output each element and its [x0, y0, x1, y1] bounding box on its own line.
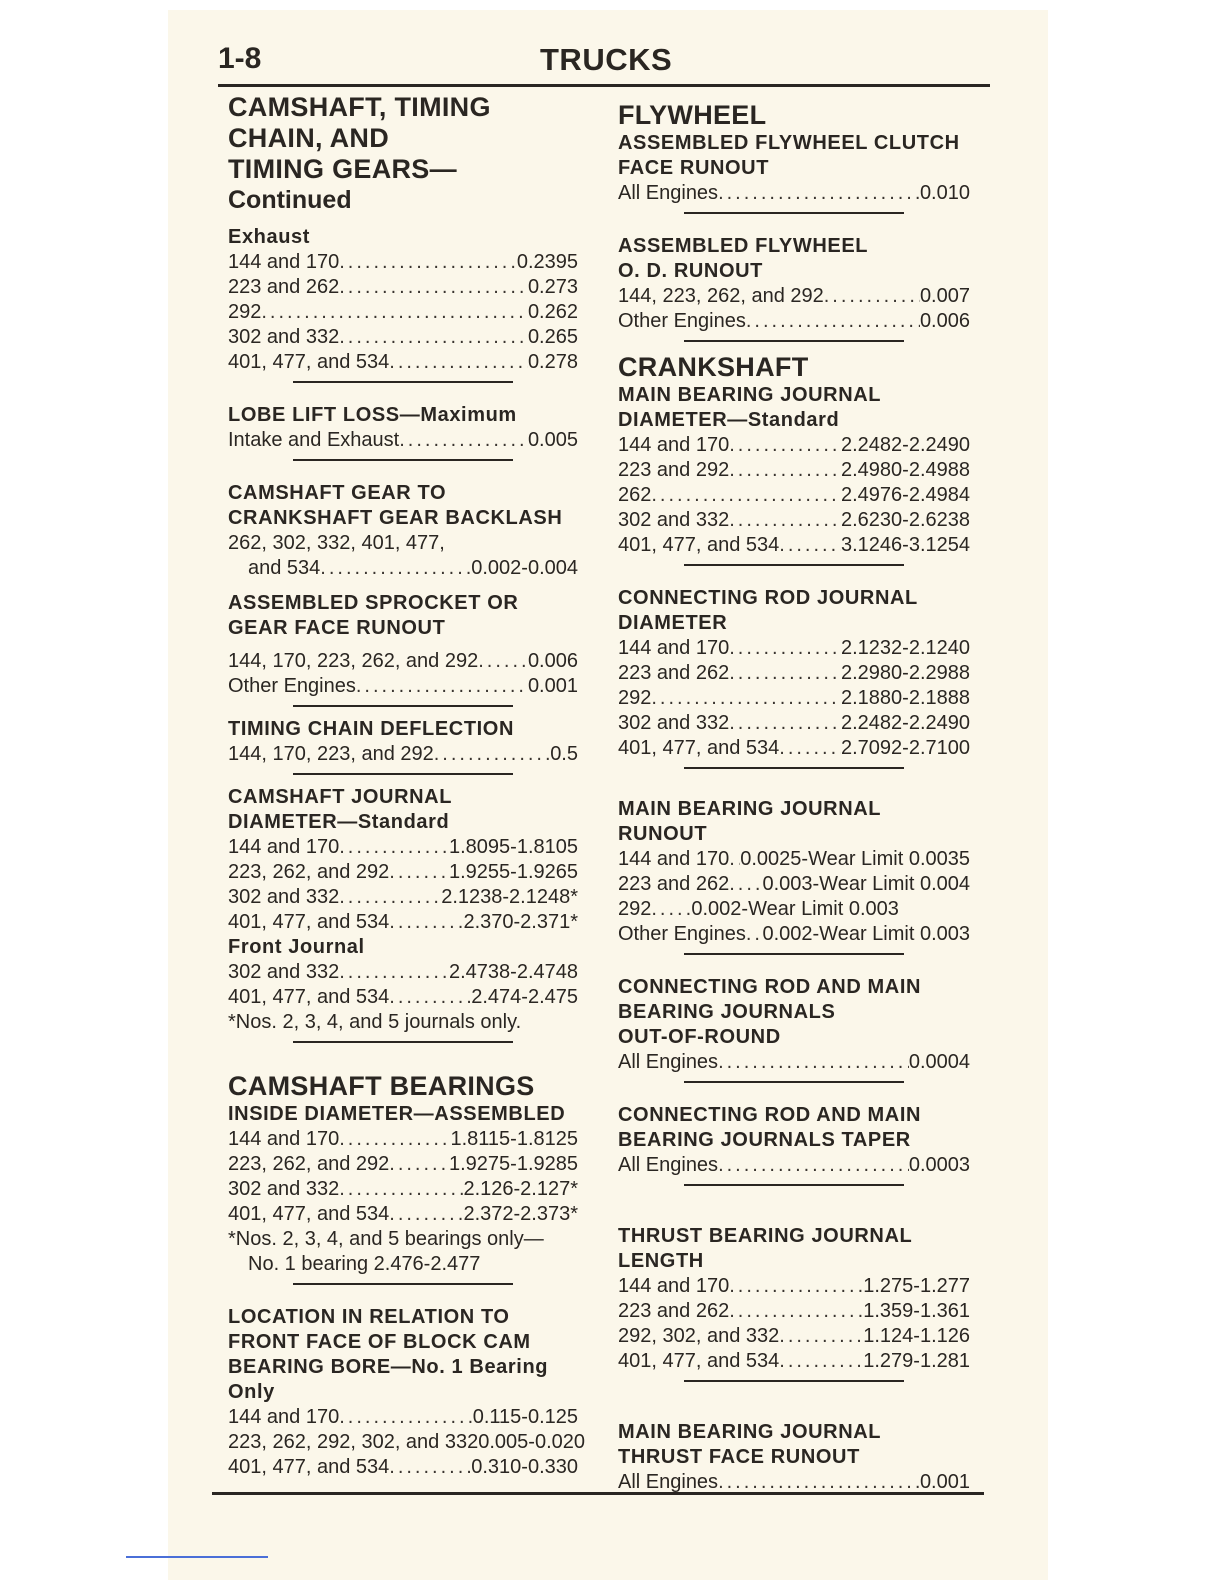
spec-label: 401, 477, and 534: [228, 351, 390, 373]
spec-label: 302 and 332: [228, 1178, 340, 1200]
spec-value: 0.262: [527, 301, 578, 323]
spec-row: [618, 847, 970, 872]
spec-value: 0.003-Wear Limit 0.004: [762, 873, 970, 895]
spec-row: [228, 1455, 578, 1480]
thrust-spec-list: [618, 1274, 970, 1374]
spec-row: [228, 300, 578, 325]
spec-row: [618, 736, 970, 761]
leader-dots: [729, 661, 841, 686]
divider: [293, 1041, 513, 1043]
divider: [293, 459, 513, 461]
spec-row: [228, 556, 578, 581]
leader-dots: [729, 636, 841, 661]
spec-label: 144 and 170: [618, 848, 730, 870]
spec-row: [228, 1202, 578, 1227]
spec-label: 223 and 262: [618, 662, 730, 684]
spec-label: 223 and 262: [228, 276, 340, 298]
location-spec-list: [228, 1405, 585, 1480]
main-journal-spec-list: [618, 433, 970, 558]
divider: [293, 705, 513, 707]
spec-value: 0.5: [550, 743, 578, 765]
spec-value: 0.006: [919, 310, 970, 332]
spec-value: 2.372-2.373*: [463, 1203, 578, 1225]
spec-heading: CAMSHAFT JOURNAL: [228, 786, 453, 808]
spec-label: 144, 223, 262, and 292: [618, 285, 824, 307]
leader-dots: [824, 284, 920, 309]
spec-value: 0.007: [919, 285, 970, 307]
spec-label: 144 and 170: [618, 434, 730, 456]
spec-row: [228, 910, 578, 935]
leader-dots: [389, 910, 463, 935]
spec-value: 0.002-Wear Limit 0.003: [762, 923, 970, 945]
spec-heading: CONNECTING ROD AND MAIN: [618, 976, 922, 998]
spec-value: 0.273: [527, 276, 578, 298]
spec-row: [228, 1152, 578, 1177]
runout-spec-list: [618, 847, 970, 947]
divider: [684, 1081, 904, 1083]
spec-row: [618, 636, 970, 661]
leader-dots: [339, 275, 528, 300]
spec-row: [228, 1430, 585, 1455]
spec-value: 2.4738-2.4748: [448, 961, 578, 983]
spec-label: and 534: [248, 557, 321, 579]
spec-heading: MAIN BEARING JOURNAL: [618, 1421, 882, 1443]
section-title-line: TIMING GEARS—: [228, 154, 457, 184]
spec-heading: MAIN BEARING JOURNAL: [618, 384, 882, 406]
spec-heading: LENGTH: [618, 1250, 704, 1272]
spec-label: All Engines: [618, 1471, 719, 1493]
divider: [684, 564, 904, 566]
spec-label: Other Engines: [618, 923, 746, 945]
divider: [684, 340, 904, 342]
spec-value: 0.002-Wear Limit 0.003: [691, 898, 899, 920]
leader-dots: [356, 674, 528, 699]
lobe-spec-list: [228, 428, 578, 453]
footer-link-line: [126, 1556, 268, 1558]
spec-label: 292: [618, 898, 652, 920]
spec-value: 2.4980-2.4988: [840, 459, 970, 481]
spec-row: [228, 350, 578, 375]
gear-spec-list: [228, 556, 578, 581]
spec-row: [618, 458, 970, 483]
spec-row: [228, 860, 578, 885]
spec-value: 0.265: [527, 326, 578, 348]
spec-row: [618, 309, 970, 334]
leader-dots: [339, 960, 449, 985]
spec-label: 144, 170, 223, 262, and 292: [228, 650, 479, 672]
spec-value: 2.474-2.475: [471, 986, 578, 1008]
spec-row: [228, 428, 578, 453]
spec-label: Other Engines: [618, 310, 746, 332]
spec-label: 223, 262, and 292: [228, 861, 390, 883]
leader-dots: [779, 1324, 863, 1349]
spec-row: [228, 1177, 578, 1202]
leader-dots: [339, 835, 449, 860]
leader-dots: [339, 1405, 472, 1430]
spec-value: 0.2395: [516, 251, 578, 273]
spec-row: [618, 181, 970, 206]
leader-dots: [389, 860, 449, 885]
spec-label: 302 and 332: [228, 326, 340, 348]
left-column: [228, 92, 585, 1480]
spec-heading: DIAMETER—Standard: [228, 811, 450, 833]
spec-text: 262, 302, 332, 401, 477,: [228, 532, 445, 554]
spec-row: [228, 1405, 578, 1430]
spec-row: [618, 1324, 970, 1349]
spec-value: 0.001: [919, 1471, 970, 1493]
leader-dots: [339, 1127, 450, 1152]
page-number: 1-8: [218, 42, 262, 75]
spec-heading: ASSEMBLED FLYWHEEL: [618, 235, 869, 257]
leader-dots: [779, 736, 841, 761]
spec-row: [618, 483, 970, 508]
spec-value: 2.4976-2.4984: [840, 484, 970, 506]
spec-label: 144 and 170: [618, 1275, 730, 1297]
spec-label: 401, 477, and 534: [618, 1350, 780, 1372]
spec-value: 0.278: [527, 351, 578, 373]
spec-label: 144 and 170: [618, 637, 730, 659]
spec-heading: BEARING JOURNALS: [618, 1001, 836, 1023]
spec-label: 223 and 262: [618, 1300, 730, 1322]
divider: [293, 773, 513, 775]
spec-heading: THRUST BEARING JOURNAL: [618, 1225, 913, 1247]
leader-dots: [729, 872, 762, 897]
spec-label: 223 and 292: [618, 459, 730, 481]
taper-spec-list: [618, 1153, 970, 1178]
spec-label: 302 and 332: [618, 712, 730, 734]
spec-value: 0.310-0.330: [471, 1456, 578, 1478]
spec-label: All Engines: [618, 1154, 719, 1176]
spec-value: 0.115-0.125: [472, 1406, 578, 1428]
spec-heading: DIAMETER: [618, 612, 728, 634]
spec-label: 401, 477, and 534: [618, 534, 780, 556]
spec-value: 2.126-2.127*: [463, 1178, 578, 1200]
spec-row: [228, 649, 578, 674]
spec-value: 2.2980-2.2988: [840, 662, 970, 684]
spec-row: [228, 250, 578, 275]
spec-label: 302 and 332: [228, 886, 340, 908]
spec-label: 401, 477, and 534: [618, 737, 780, 759]
leader-dots: [651, 897, 691, 922]
leader-dots: [729, 458, 841, 483]
spec-row: [228, 885, 578, 910]
spec-heading: BEARING BORE—No. 1 Bearing: [228, 1356, 549, 1378]
spec-heading: MAIN BEARING JOURNAL: [618, 798, 882, 820]
leader-dots: [718, 1153, 909, 1178]
spec-label: 302 and 332: [618, 509, 730, 531]
spec-label: 144, 170, 223, and 292: [228, 743, 434, 765]
spec-heading: O. D. RUNOUT: [618, 260, 763, 282]
leader-dots: [339, 325, 528, 350]
leader-dots: [718, 1050, 909, 1075]
spec-row: [228, 960, 578, 985]
rod-journal-spec-list: [618, 636, 970, 761]
leader-dots: [779, 533, 841, 558]
divider: [684, 1380, 904, 1382]
spec-label: 223 and 262: [618, 873, 730, 895]
spec-heading: RUNOUT: [618, 823, 708, 845]
leader-dots: [718, 181, 920, 206]
spec-label: 401, 477, and 534: [228, 911, 390, 933]
spec-row: [618, 897, 970, 922]
spec-row: [228, 275, 578, 300]
spec-label: 144 and 170: [228, 1128, 340, 1150]
spec-label: 292: [618, 687, 652, 709]
spec-value: 0.0003: [908, 1154, 970, 1176]
spec-value: 1.9255-1.9265: [448, 861, 578, 883]
section-title-line: CHAIN, AND: [228, 123, 389, 153]
leader-dots: [339, 885, 441, 910]
spec-row: [618, 533, 970, 558]
spec-heading: ASSEMBLED SPROCKET OR: [228, 592, 519, 614]
spec-heading: Only: [228, 1381, 275, 1403]
spec-heading: CONNECTING ROD JOURNAL: [618, 587, 918, 609]
leader-dots: [478, 649, 528, 674]
spec-label: Intake and Exhaust: [228, 429, 400, 451]
spec-heading: CRANKSHAFT GEAR BACKLASH: [228, 507, 563, 529]
spec-label: All Engines: [618, 182, 719, 204]
spec-value: 0.0004: [908, 1051, 970, 1073]
spec-value: 2.370-2.371*: [463, 911, 578, 933]
spec-row: [618, 922, 970, 947]
bearings-spec-list: [228, 1127, 578, 1227]
leader-dots: [651, 686, 841, 711]
spec-label: 223, 262, and 292: [228, 1153, 390, 1175]
spec-heading: FRONT FACE OF BLOCK CAM: [228, 1331, 531, 1353]
leader-dots: [729, 711, 841, 736]
spec-label: Other Engines: [228, 675, 356, 697]
spec-value: 0.005: [527, 429, 578, 451]
spec-value: 0.001: [527, 675, 578, 697]
spec-heading: TIMING CHAIN DEFLECTION: [228, 718, 515, 740]
page-title: TRUCKS: [540, 42, 673, 77]
spec-label: All Engines: [618, 1051, 719, 1073]
spec-row: [228, 1127, 578, 1152]
spec-label: 144 and 170: [228, 836, 340, 858]
leader-dots: [389, 350, 528, 375]
journal-spec-list: [228, 835, 578, 935]
leader-dots: [729, 433, 841, 458]
leader-dots: [389, 985, 471, 1010]
spec-row: [618, 686, 970, 711]
spec-value: 2.2482-2.2490: [840, 434, 970, 456]
front-journal-label: Front Journal: [228, 936, 365, 958]
spec-value: 1.8115-1.8125: [450, 1128, 578, 1150]
leader-dots: [339, 1177, 463, 1202]
exhaust-label: Exhaust: [228, 226, 311, 248]
spec-row: [228, 985, 578, 1010]
spec-row: [618, 1050, 970, 1075]
section-title-line: CAMSHAFT, TIMING: [228, 92, 491, 122]
spec-label: 302 and 332: [228, 961, 340, 983]
spec-row: [618, 1274, 970, 1299]
sprocket-spec-list: [228, 649, 578, 699]
footnote: *Nos. 2, 3, 4, and 5 bearings only—: [228, 1228, 544, 1250]
spec-value: 1.279-1.281: [863, 1350, 970, 1372]
footnote: *Nos. 2, 3, 4, and 5 journals only.: [228, 1011, 522, 1033]
clutch-spec-list: [618, 181, 970, 206]
leader-dots: [779, 1349, 863, 1374]
spec-value: 1.9275-1.9285: [448, 1153, 578, 1175]
leader-dots: [389, 1202, 463, 1227]
spec-row: [228, 835, 578, 860]
spec-label: 292, 302, and 332: [618, 1325, 780, 1347]
divider: [293, 1283, 513, 1285]
right-column: [618, 100, 970, 1495]
leader-dots: [434, 742, 550, 767]
spec-value: 0.006: [527, 650, 578, 672]
spec-label: 144 and 170: [228, 251, 340, 273]
leader-dots: [389, 1152, 449, 1177]
section-title: CAMSHAFT BEARINGS: [228, 1071, 535, 1101]
spec-value: 1.359-1.361: [863, 1300, 970, 1322]
spec-value: 0.0025-Wear Limit 0.0035: [740, 848, 970, 870]
spec-heading: CONNECTING ROD AND MAIN: [618, 1104, 922, 1126]
spec-value: 0.005-0.020: [478, 1431, 585, 1453]
bottom-rule: [212, 1492, 984, 1495]
spec-row: [618, 508, 970, 533]
leader-dots: [746, 309, 920, 334]
spec-value: 1.8095-1.8105: [448, 836, 578, 858]
spec-label: 223, 262, 292, 302, and 332: [228, 1431, 479, 1453]
spec-heading: ASSEMBLED FLYWHEEL CLUTCH: [618, 132, 960, 154]
chain-spec-list: [228, 742, 578, 767]
divider: [684, 1184, 904, 1186]
spec-label: 401, 477, and 534: [228, 1456, 390, 1478]
section-title: FLYWHEEL: [618, 100, 767, 130]
leader-dots: [389, 1455, 471, 1480]
spec-heading: INSIDE DIAMETER—ASSEMBLED: [228, 1103, 566, 1125]
divider: [684, 767, 904, 769]
spec-value: 2.1880-2.1888: [840, 687, 970, 709]
spec-heading: LOCATION IN RELATION TO: [228, 1306, 510, 1328]
divider: [293, 381, 513, 383]
spec-label: 144 and 170: [228, 1406, 340, 1428]
leader-dots: [729, 1274, 863, 1299]
leader-dots: [729, 1299, 863, 1324]
spec-row: [618, 433, 970, 458]
spec-value: 1.275-1.277: [863, 1275, 970, 1297]
spec-label: 292: [228, 301, 262, 323]
spec-heading: LOBE LIFT LOSS—Maximum: [228, 404, 517, 426]
exhaust-spec-list: [228, 250, 578, 375]
spec-row: [618, 1299, 970, 1324]
spec-heading: GEAR FACE RUNOUT: [228, 617, 446, 639]
front-journal-spec-list: [228, 960, 578, 1010]
spec-row: [618, 1153, 970, 1178]
oor-spec-list: [618, 1050, 970, 1075]
spec-value: 2.1232-2.1240: [840, 637, 970, 659]
divider: [684, 953, 904, 955]
spec-value: 2.2482-2.2490: [840, 712, 970, 734]
leader-dots: [729, 847, 740, 872]
leader-dots: [320, 556, 471, 581]
leader-dots: [651, 483, 841, 508]
spec-label: 401, 477, and 534: [228, 1203, 390, 1225]
spec-label: 262: [618, 484, 652, 506]
leader-dots: [339, 250, 517, 275]
spec-value: 0.010: [919, 182, 970, 204]
spec-row: [618, 661, 970, 686]
page-header: [218, 42, 990, 87]
spec-label: 401, 477, and 534: [228, 986, 390, 1008]
leader-dots: [746, 922, 763, 947]
spec-value: 2.6230-2.6238: [840, 509, 970, 531]
spec-value: 2.7092-2.7100: [840, 737, 970, 759]
section-title: CRANKSHAFT: [618, 352, 809, 382]
footnote: No. 1 bearing 2.476-2.477: [248, 1253, 481, 1275]
leader-dots: [261, 300, 528, 325]
spec-heading: FACE RUNOUT: [618, 157, 770, 179]
spec-row: [228, 674, 578, 699]
spec-row: [618, 284, 970, 309]
leader-dots: [729, 508, 841, 533]
leader-dots: [399, 428, 528, 453]
spec-row: [618, 711, 970, 736]
continued-label: Continued: [228, 186, 352, 214]
spec-value: 2.1238-2.1248*: [441, 886, 578, 908]
spec-heading: BEARING JOURNALS TAPER: [618, 1129, 911, 1151]
divider: [684, 212, 904, 214]
spec-row: [618, 1349, 970, 1374]
spec-value: 3.1246-3.1254: [840, 534, 970, 556]
od-spec-list: [618, 284, 970, 334]
spec-row: [618, 872, 970, 897]
spec-heading: DIAMETER—Standard: [618, 409, 840, 431]
spec-value: 1.124-1.126: [863, 1325, 970, 1347]
spec-heading: THRUST FACE RUNOUT: [618, 1446, 860, 1468]
spec-row: [228, 325, 578, 350]
spec-heading: OUT-OF-ROUND: [618, 1026, 781, 1048]
spec-value: 0.002-0.004: [471, 557, 578, 579]
spec-heading: CAMSHAFT GEAR TO: [228, 482, 447, 504]
spec-row: [228, 742, 578, 767]
